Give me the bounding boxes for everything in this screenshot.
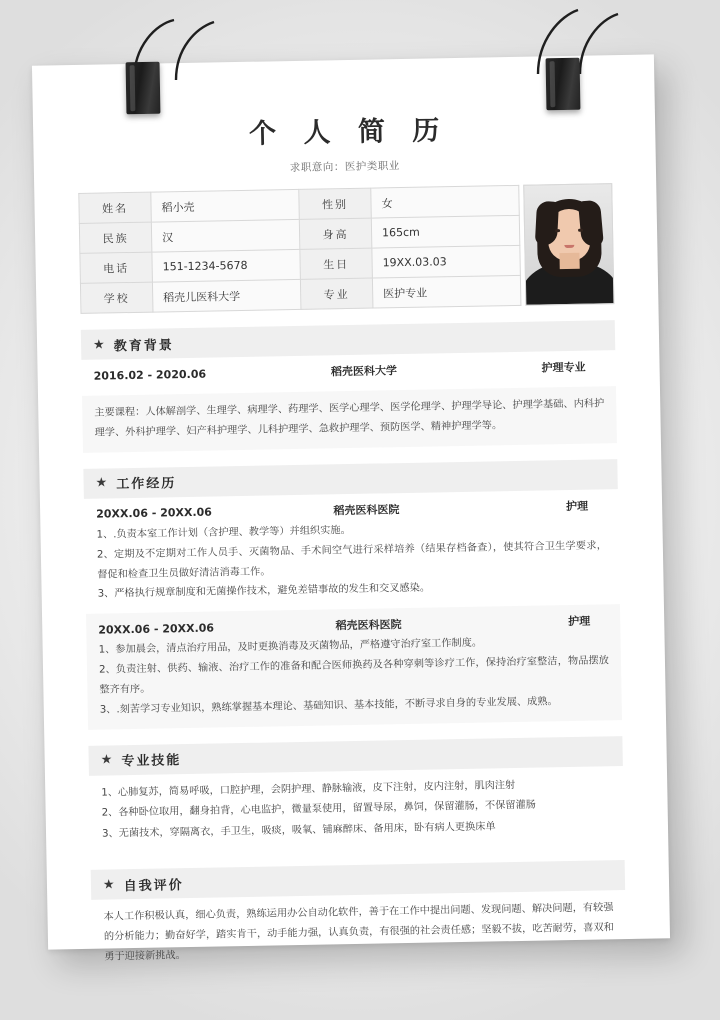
star-icon: ★ [102,877,115,893]
basic-info-block [78,183,614,314]
experience-role: 护理 [565,499,589,513]
section-self-evaluation [91,860,627,976]
section-title: 专业技能 [121,753,182,770]
field-label: 姓名 [79,192,152,223]
section-title: 教育背景 [113,337,174,354]
star-icon: ★ [92,336,105,353]
education-date: 2016.02 - 2020.06 [93,367,207,383]
field-value: 165cm [371,215,520,248]
clip-wire-icon [520,6,640,76]
field-value: 151-1234-5678 [152,249,301,282]
experience-bullet: 3、.刻苦学习专业知识，熟练掌握基本理论、基础知识、基本技能，不断寻求自身的专业发展、成熟。 [99,696,558,716]
experience-entry [84,489,620,614]
field-label: 电话 [80,252,153,283]
star-icon: ★ [100,752,113,769]
experience-bullet: 1、参加晨会，清点治疗用品，及时更换消毒及灭菌物品，严格遵守治疗室工作制度。 [98,637,483,656]
education-courses-block [82,386,617,453]
experience-role: 护理 [568,614,591,629]
experience-bullet: 2、定期及不定期对工作人员手、灭菌物品、手术间空气进行采样培养（结果存档备查），使其符合卫生学要求，督促和检查卫生员做好清洁消毒工作。 [96,539,607,581]
list-item: 2、各种卧位取用，翻身拍背，心电监护，微量泵使用，留置导尿，鼻饲，保留灌肠，不保留灌肠 [101,799,537,819]
experience-date: 20XX.06 - 20XX.06 [98,621,215,637]
education-school: 稻壳医科大学 [330,364,398,379]
experience-entry [86,604,622,729]
resume-page [32,54,670,963]
education-courses: 主要课程：人体解剖学、生理学、病理学、药理学、医学心理学、医学伦理学、护理学导论、护理学基础、内科护理学、外科护理学、妇产科护理学、儿科护理学、急救护理学、预防医学、精神护理学等。 [94,398,605,439]
field-value: 稻小壳 [151,189,300,222]
section-title: 自我评价 [123,877,184,894]
star-icon: ★ [95,475,108,491]
photo-illustration [524,184,613,305]
section-title: 工作经历 [116,476,177,493]
experience-company: 稻壳医科医院 [333,502,400,518]
basic-info-table [78,185,521,314]
field-value: 女 [371,185,520,218]
field-label: 民族 [79,222,152,253]
skills-list [101,774,612,845]
profile-photo [523,183,614,306]
education-major: 护理专业 [541,360,586,375]
experience-bullet: 1、.负责本室工作计划（含护理、教学等）并组织实施。 [96,524,351,541]
field-label: 专业 [300,278,373,309]
job-objective: 求职意向：医护类职业 [289,160,400,175]
clip-body [126,62,161,115]
page-title: 个 人 简 历 [248,115,449,150]
section-education [81,320,617,453]
education-row [93,358,603,383]
field-label: 学校 [80,282,153,313]
field-value: 医护专业 [372,275,521,308]
list-item: 1、心肺复苏，简易呼吸，口腔护理，会阴护理、静脉输液，皮下注射，皮内注射，肌肉注射 [101,779,516,799]
field-label: 性别 [299,188,372,219]
skills-body [89,766,624,854]
field-value: 19XX.03.03 [372,245,521,278]
field-value: 稻壳儿医科大学 [152,279,301,312]
section-skills [88,736,624,854]
list-item: 3、无菌技术，穿隔离衣，手卫生，吸痰，吸氧、铺麻醉床、备用床，卧有病人更换床单 [101,821,496,840]
self-evaluation-text: 本人工作积极认真，细心负责，熟练运用办公自动化软件，善于在工作中提出问题、发现问题、解决问题，有较强的分析能力；勤奋好学，踏实肯干，动手能力强，认真负责，有很强的社会责任感；坚毅不拔，吃苦耐劳，喜双和勇于迎接新挑战。 [103,902,614,963]
clip-body [546,58,581,111]
field-label: 身高 [299,218,372,249]
experience-bullet: 3、严格执行规章制度和无菌操作技术，避免差错事故的发生和交叉感染。 [97,583,431,601]
self-evaluation-body [91,890,626,976]
section-experience [83,459,622,730]
experience-date: 20XX.06 - 20XX.06 [96,505,213,521]
field-value: 汉 [151,219,300,252]
experience-company: 稻壳医科医院 [335,618,402,633]
field-label: 生日 [300,248,373,279]
experience-bullet: 2、负责注射、供药、输液、治疗工作的准备和配合医师换药及各种穿刺等诊疗工作，保持治疗室整洁，物品摆放整齐有序。 [98,655,610,696]
